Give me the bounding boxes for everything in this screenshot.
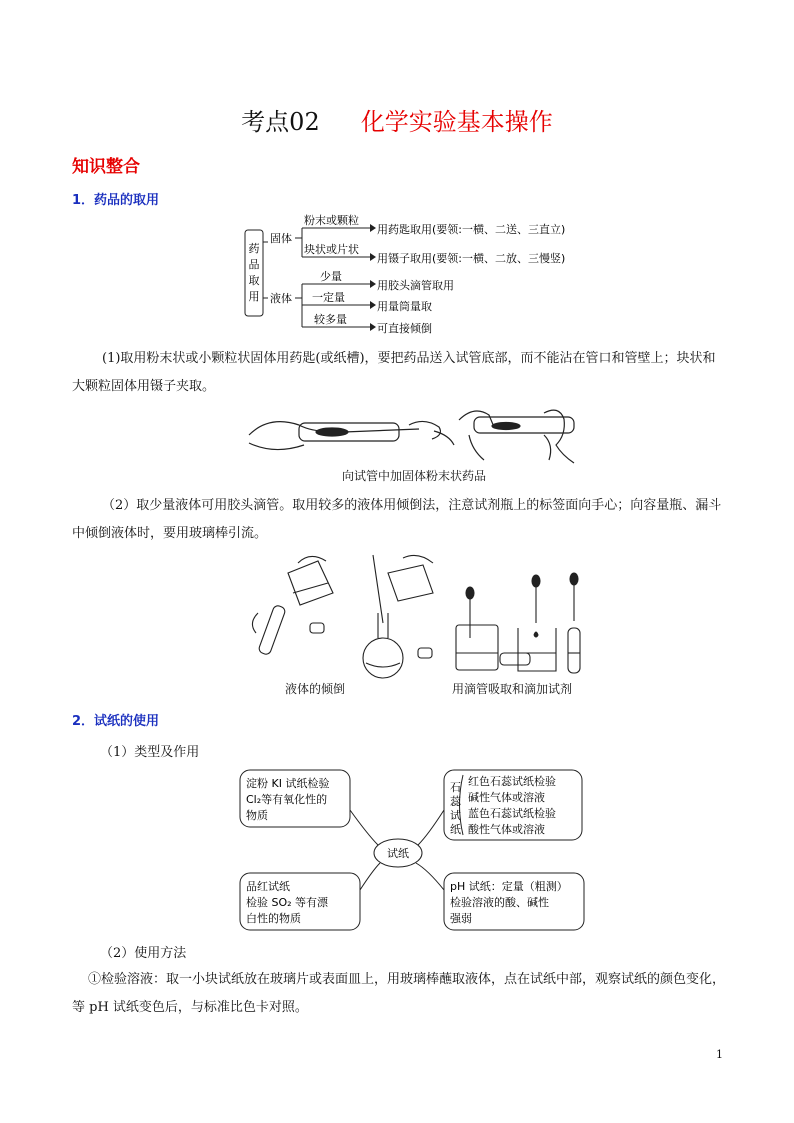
bl-line-2: 检验 SO₂ 等有漂 bbox=[246, 896, 329, 909]
small-use: 用胶头滴管取用 bbox=[377, 279, 454, 292]
br-line-2: 检验溶液的酸、碱性 bbox=[450, 896, 549, 909]
lump-label: 块状或片状 bbox=[304, 243, 359, 256]
page-title bbox=[0, 102, 794, 137]
caption-1: 向试管中加固体粉末状药品 bbox=[342, 469, 487, 483]
tr-line-4: 酸性气体或溶液 bbox=[468, 823, 545, 836]
certain-use: 用量筒量取 bbox=[377, 300, 432, 313]
paragraph-1: (1)取用粉末状或小颗粒状固体用药匙(或纸槽)，要把药品送入试管底部，而不能沾在管口和管壁上；块状和大颗粒固体用镊子夹取。 bbox=[72, 351, 716, 394]
powder-use: 用药匙取用(要领:一横、二送、三直立) bbox=[377, 223, 566, 236]
root-char-4: 用 bbox=[248, 290, 260, 303]
tr-side-3: 试 bbox=[450, 809, 461, 822]
lump-use: 用镊子取用(要领:一横、二放、三慢竖) bbox=[377, 252, 566, 265]
test-tube-right bbox=[474, 417, 574, 433]
tr-side-1: 石 bbox=[450, 781, 461, 794]
more-use: 可直接倾倒 bbox=[377, 322, 432, 335]
root-char-1: 药 bbox=[248, 242, 260, 255]
bl-line-3: 白性的物质 bbox=[246, 912, 301, 925]
liquid-label: 液体 bbox=[270, 292, 292, 305]
tl-line-1: 淀粉 KI 试纸检验 bbox=[246, 777, 330, 790]
title-main: 化学实验基本操作 bbox=[360, 108, 553, 136]
root-char-3: 取 bbox=[248, 274, 260, 287]
caption-2b: 用滴管吸取和滴加试剂 bbox=[452, 682, 573, 696]
powder-adding-illustration bbox=[244, 405, 584, 467]
solid-label: 固体 bbox=[270, 232, 292, 245]
tr-line-2: 碱性气体或溶液 bbox=[468, 791, 545, 804]
more-label: 较多量 bbox=[314, 313, 347, 326]
page-number: 1 bbox=[716, 1048, 723, 1061]
center-label: 试纸 bbox=[387, 847, 409, 860]
powder-label: 粉末或颗粒 bbox=[304, 214, 359, 227]
tr-side-4: 纸 bbox=[450, 823, 461, 836]
certain-label: 一定量 bbox=[312, 291, 345, 304]
br-line-1: pH 试纸：定量（粗测） bbox=[450, 880, 568, 893]
subheading-1: 1．药品的取用 bbox=[72, 193, 160, 208]
tr-line-3: 蓝色石蕊试纸检验 bbox=[468, 807, 556, 820]
section-heading: 知识整合 bbox=[72, 157, 140, 177]
item-1: （1）类型及作用 bbox=[100, 745, 200, 760]
br-line-3: 强弱 bbox=[450, 912, 472, 925]
tr-line-1: 红色石蕊试纸检验 bbox=[468, 775, 556, 788]
paragraph-3: ①检验溶液：取一小块试纸放在玻璃片或表面皿上，用玻璃棒蘸取液体，点在试纸中部，观察试纸的颜色变化，等 pH 试纸变色后，与标准比色卡对照。 bbox=[72, 972, 726, 1015]
tl-line-3: 物质 bbox=[246, 809, 268, 822]
liquid-handling-illustration bbox=[238, 553, 598, 681]
item-2: （2）使用方法 bbox=[100, 946, 187, 961]
drug-taking-diagram bbox=[240, 212, 600, 337]
caption-2a: 液体的倾倒 bbox=[285, 682, 346, 696]
test-paper-diagram bbox=[238, 765, 586, 937]
title-code: 考点02 bbox=[241, 108, 320, 136]
tl-line-2: Cl₂等有氧化性的 bbox=[246, 793, 328, 806]
paragraph-2: （2）取少量液体可用胶头滴管。取用较多的液体用倾倒法，注意试剂瓶上的标签面向手心；向容量瓶、漏斗中倾倒液体时，要用玻璃棒引流。 bbox=[72, 498, 722, 541]
subheading-2: 2．试纸的使用 bbox=[72, 714, 160, 729]
tr-side-2: 蕊 bbox=[450, 795, 461, 808]
root-char-2: 品 bbox=[248, 258, 260, 271]
small-label: 少量 bbox=[320, 270, 342, 283]
bl-line-1: 品红试纸 bbox=[246, 880, 290, 893]
